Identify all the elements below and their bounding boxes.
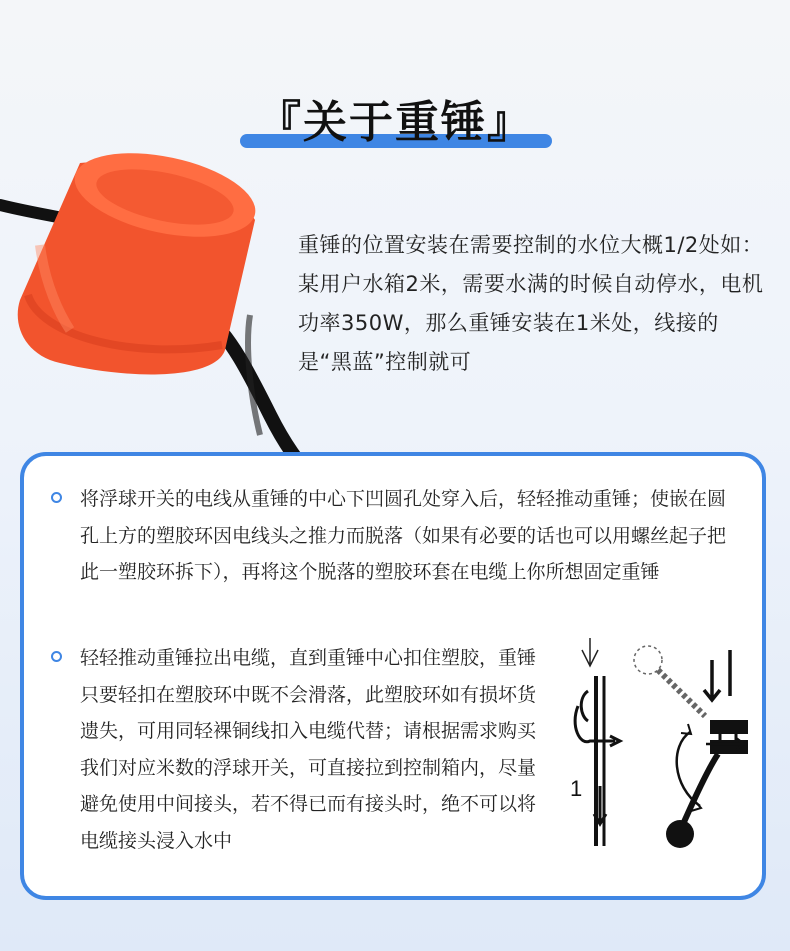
installation-diagram: [560, 636, 760, 856]
circle-bullet-icon: [51, 492, 62, 503]
instruction-item-1: 将浮球开关的电线从重锤的中心下凹圆孔处穿入后，轻轻推动重锤；使嵌在圆孔上方的塑胶环因电线头之推力而脱落（如果有必要的话也可以用螺丝起子把此一塑胶环拆下），再将这个脱落的塑胶环套在电缆上你所想固定重锤: [80, 488, 727, 583]
diagram-label: 1: [570, 776, 583, 801]
intro-text: 重锤的位置安装在需要控制的水位大概1/2处如：某用户水箱2米，需要水满的时候自动停水，电机功率350W，那么重锤安装在1米处，线接的是“黑蓝”控制就可: [298, 233, 764, 374]
instruction-item-2: 轻轻推动重锤拉出电缆，直到重锤中心扣住塑胶，重锤只要轻扣在塑胶环中既不会滑落，此塑胶环如有损坏货遗失，可用同轻裸铜线扣入电缆代替；请根据需求购买我们对应米数的浮球开关，可直接拉到控制箱内，尽量避免使用中间接头，若不得已而有接头时，绝不可以将电缆接头浸入水中: [80, 647, 537, 852]
title-section: [0, 86, 790, 150]
circle-bullet-icon: [51, 651, 62, 662]
page-title: 『关于重锤』: [257, 97, 533, 148]
weight-product-image: [0, 145, 340, 475]
